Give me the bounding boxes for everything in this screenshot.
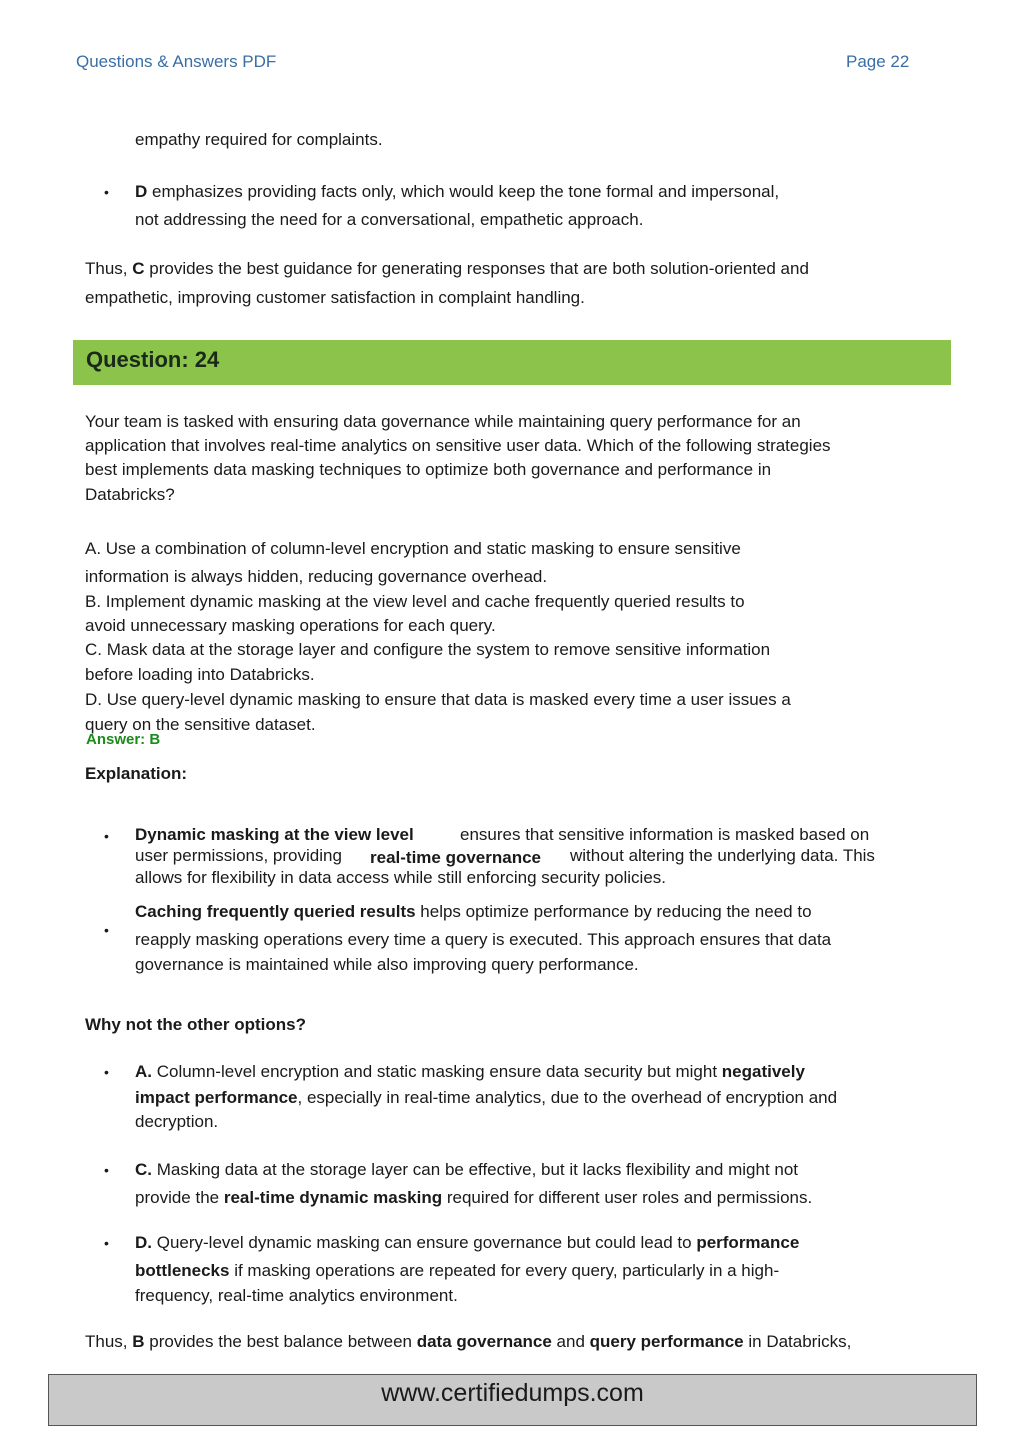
question-text-2: application that involves real-time analytics on sensitive user data. Which of the following strategies — [85, 436, 831, 455]
why-a-line3: decryption. — [135, 1112, 219, 1131]
conclusion: Thus, B provides the best balance between data governance and query performance in Databricks, — [85, 1332, 852, 1351]
answer-label: Answer: B — [86, 731, 161, 748]
prev-conclusion-line2: empathetic, improving customer satisfaction in complaint handling. — [85, 288, 585, 307]
why-heading: Why not the other options? — [85, 1015, 306, 1034]
page-number: Page 22 — [846, 52, 910, 71]
explanation-b2-line3: governance is maintained while also improving query performance. — [135, 955, 639, 974]
why-a-line1: A. Column-level encryption and static masking ensure data security but might negatively — [135, 1062, 805, 1081]
header-title: Questions & Answers PDF — [76, 52, 277, 71]
explanation-b1-line2-pre: user permissions, providing — [135, 846, 342, 865]
explanation-b2-line2: reapply masking operations every time a query is executed. This approach ensures that data — [135, 930, 832, 949]
footer-url[interactable]: www.certifiedumps.com — [381, 1379, 644, 1407]
option-b-line1: B. Implement dynamic masking at the view level and cache frequently queried results to — [85, 592, 745, 611]
explanation-heading: Explanation: — [85, 764, 188, 783]
option-label: D — [135, 182, 148, 201]
question-text-4: Databricks? — [85, 485, 175, 504]
bullet-icon: • — [104, 922, 109, 938]
explanation-b1-line2-post: without altering the underlying data. This — [570, 846, 875, 865]
bullet-icon: • — [104, 1162, 109, 1178]
why-a-line2: impact performance, especially in real-time analytics, due to the overhead of encryption and — [135, 1088, 838, 1107]
question-title: Question: 24 — [86, 347, 220, 372]
explanation-b1-line3: allows for flexibility in data access while still enforcing security policies. — [135, 868, 666, 887]
option-b-line2: avoid unnecessary masking operations for each query. — [85, 616, 496, 635]
option-d-line2: query on the sensitive dataset. — [85, 715, 316, 734]
prev-conclusion: Thus, C provides the best guidance for generating responses that are both solution-oriented and — [85, 259, 809, 278]
why-c-line2: provide the real-time dynamic masking required for different user roles and permissions. — [135, 1188, 813, 1207]
prev-bullet-d: D emphasizes providing facts only, which would keep the tone formal and impersonal, — [135, 182, 780, 201]
question-text-1: Your team is tasked with ensuring data governance while maintaining query performance for an — [85, 412, 801, 431]
bullet-icon: • — [104, 1064, 109, 1080]
option-d-line1: D. Use query-level dynamic masking to ensure that data is masked every time a user issues a — [85, 690, 791, 709]
why-d-line2: bottlenecks if masking operations are repeated for every query, particularly in a high- — [135, 1261, 780, 1280]
bullet-icon: • — [104, 184, 109, 200]
why-d-line3: frequency, real-time analytics environment. — [135, 1286, 458, 1305]
footer-banner — [48, 1374, 977, 1426]
prev-bullet-d-line2: not addressing the need for a conversational, empathetic approach. — [135, 210, 644, 229]
explanation-b1-line1: ensures that sensitive information is masked based on — [460, 825, 870, 844]
question-text-3: best implements data masking techniques to optimize both governance and performance in — [85, 460, 772, 479]
explanation-b1-bold: Dynamic masking at the view level — [135, 825, 414, 844]
option-a-line2: information is always hidden, reducing governance overhead. — [85, 567, 548, 586]
bullet-icon: • — [104, 1235, 109, 1251]
why-c-line1: C. Masking data at the storage layer can be effective, but it lacks flexibility and might not — [135, 1160, 799, 1179]
option-a-line1: A. Use a combination of column-level encryption and static masking to ensure sensitive — [85, 539, 741, 558]
option-c-line1: C. Mask data at the storage layer and configure the system to remove sensitive information — [85, 640, 771, 659]
explanation-b1-line2-bold: real-time governance — [370, 848, 542, 867]
explanation-b2-line1: Caching frequently queried results helps optimize performance by reducing the need to — [135, 902, 812, 921]
option-c-line2: before loading into Databricks. — [85, 665, 315, 684]
bullet-icon: • — [104, 828, 109, 844]
continued-line: empathy required for complaints. — [135, 130, 383, 149]
why-d-line1: D. Query-level dynamic masking can ensure governance but could lead to performance — [135, 1233, 800, 1252]
